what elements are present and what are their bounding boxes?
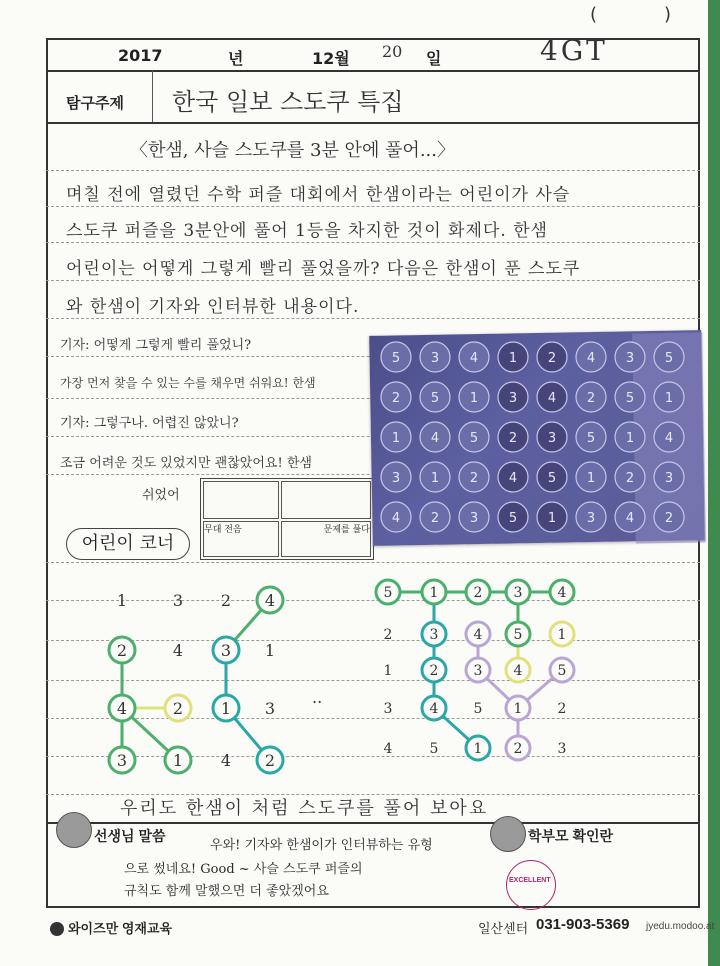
chain-cell-number: 2 (116, 641, 128, 660)
date-month: 12월 (312, 49, 350, 68)
chain-cell-number: 2 (557, 701, 567, 717)
topic-label: 탐구주제 (66, 95, 124, 112)
chain-cell-number: 1 (513, 701, 523, 717)
photo-cell-number: 4 (508, 471, 518, 486)
chain-cell-number: 2 (473, 585, 483, 601)
photo-cell-number: 2 (391, 391, 401, 406)
chain-cell-number: 4 (383, 741, 393, 757)
chain-cell-number: 1 (172, 751, 184, 770)
footer-center: 일산센터 (478, 921, 529, 936)
top-paren-left: ( (590, 4, 598, 25)
chain-cell-number: 5 (473, 701, 483, 717)
chain-cell-number: 5 (429, 741, 439, 757)
photo-cell-number: 2 (508, 431, 518, 446)
comic-panel-text: 문제를 풀다 (323, 525, 370, 535)
photo-cell-number: 4 (430, 431, 440, 446)
photo-cell-number: 4 (469, 351, 479, 366)
photo-cell-number: 3 (547, 431, 557, 446)
chain-cell-number: 3 (429, 627, 439, 643)
chain-cell-number: 2 (429, 663, 439, 679)
chain-cell-number: 3 (383, 701, 393, 717)
photo-cell-number: 3 (625, 351, 635, 366)
photo-cell-number: 1 (469, 391, 479, 406)
photo-cell-number: 2 (664, 511, 674, 526)
article-line: 와 한샘이 기자와 인터뷰한 내용이다. (66, 297, 360, 317)
chain-cell-number: 4 (264, 591, 276, 610)
article-line: 며칠 전에 열렸던 수학 퍼즐 대회에서 한샘이라는 어린이가 사슬 (66, 185, 571, 205)
interview-line: 조금 어려운 것도 있었지만 괜찮았어요! 한샘 (60, 456, 312, 471)
photo-cell-number: 4 (586, 351, 596, 366)
stamp-text: EXCELLENT (509, 877, 551, 884)
chain-cell-number: 3 (473, 663, 483, 679)
chain-cell-number: 3 (116, 751, 128, 770)
article-line: 스도쿠 퍼즐을 3분안에 풀어 1등을 차지한 것이 화제다. 한샘 (66, 221, 548, 241)
photo-cell-number: 1 (586, 471, 596, 486)
photo-cell-number: 3 (664, 471, 674, 486)
chain-cell-number: 2 (220, 591, 232, 610)
chain-cell-number: 4 (429, 701, 439, 717)
interview-line: 가장 먼저 찾을 수 있는 수를 채우면 쉬워요! 한샘 (60, 376, 316, 390)
chain-cell-number: 3 (513, 585, 523, 601)
teacher-label: 선생님 말씀 (94, 828, 166, 844)
photo-cell-number: 1 (664, 391, 674, 406)
photo-cell-number: 2 (547, 351, 557, 366)
interview-line: 기자: 어떻게 그렇게 빨리 풀었니? (60, 338, 252, 353)
date-year: 2017 (118, 46, 163, 65)
photo-cell-number: 1 (625, 431, 635, 446)
chain-cell-number: 2 (172, 699, 184, 718)
chain-cell-number: 5 (513, 627, 523, 643)
chain-cell-number: 4 (116, 699, 128, 718)
chain-cell-number: 4 (557, 585, 567, 601)
photo-cell-number: 5 (547, 471, 557, 486)
closing-line: 우리도 한샘이 처럼 스도쿠를 풀어 보아요 (120, 798, 489, 819)
footer-brand: 와이즈만 영재교육 (68, 921, 173, 936)
chain-cell-number: 3 (557, 741, 567, 757)
chain-cell-number: 2 (513, 741, 523, 757)
chain-cell-number: 3 (172, 591, 184, 610)
chain-cell-number: 2 (383, 627, 393, 643)
photo-cell-number: 3 (430, 351, 440, 366)
chain-cell-number: 3 (220, 641, 232, 660)
left-chain-puzzle (109, 587, 283, 773)
date-day: 20 (382, 42, 403, 61)
right-chain-puzzle (376, 580, 574, 760)
photo-cell-number: 5 (391, 351, 401, 366)
chain-cell-number: 4 (473, 627, 483, 643)
chain-cell-number: 1 (429, 585, 439, 601)
teacher-comment-line: 으로 썼네요! Good ~ 사슬 스도쿠 퍼즐의 (124, 862, 363, 877)
article-line: 어린이는 어떻게 그렇게 빨리 풀었을까? 다음은 한샘이 푼 스도쿠 (66, 259, 581, 279)
photo-cell-number: 2 (586, 391, 596, 406)
photo-cell-number: 3 (586, 511, 596, 526)
photo-cell-number: 3 (391, 471, 401, 486)
photo-cell-number: 5 (508, 511, 518, 526)
kids-corner-label: 어린이 코너 (66, 528, 190, 560)
chain-cell-number: 1 (383, 663, 393, 679)
photo-cell-number: 5 (430, 391, 440, 406)
teacher-comment-line: 규칙도 함께 말했으면 더 좋았겠어요 (124, 884, 329, 899)
chain-cell-number: 2 (264, 751, 276, 770)
chain-cell-number: 1 (220, 699, 232, 718)
chain-cell-number: 5 (383, 585, 393, 601)
photo-cell-number: 4 (391, 511, 401, 526)
date-year-unit: 년 (228, 49, 244, 68)
footer-site: jyedu.modoo.at (646, 921, 715, 932)
comic-panel-text: 무대 전음 (204, 525, 242, 535)
class-code: 4GT (540, 34, 608, 67)
photo-cell-number: 4 (547, 391, 557, 406)
photo-cell-number: 5 (625, 391, 635, 406)
sketch-caption: 쉬었어 (142, 488, 180, 503)
chain-cell-number: 1 (264, 641, 276, 660)
photo-cell-number: 1 (547, 511, 557, 526)
chain-cell-number: 1 (473, 741, 483, 757)
photo-cell-number: 5 (469, 431, 479, 446)
photo-cell-number: 1 (391, 431, 401, 446)
photo-cell-number: 4 (625, 511, 635, 526)
photo-puzzle-grid (381, 342, 684, 532)
topic-title: 한국 일보 스도쿠 특집 (172, 88, 404, 116)
kids-corner-ellipsis: .. (312, 688, 323, 707)
chain-cell-number: 4 (172, 641, 184, 660)
chain-cell-number: 5 (557, 663, 567, 679)
photo-cell-number: 2 (469, 471, 479, 486)
photo-cell-number: 2 (430, 511, 440, 526)
chain-cell-number: 4 (220, 751, 232, 770)
photo-cell-number: 5 (664, 351, 674, 366)
photo-cell-number: 1 (430, 471, 440, 486)
chain-cell-number: 3 (264, 699, 276, 718)
teacher-comment-line: 우와! 기자와 한샘이가 인터뷰하는 유형 (210, 838, 433, 853)
date-day-unit: 일 (426, 49, 442, 68)
interview-line: 기자: 그렇구나. 어렵진 않았니? (60, 416, 239, 431)
footer-phone: 031-903-5369 (536, 916, 630, 933)
chain-cell-number: 1 (557, 627, 567, 643)
top-paren-right: ) (664, 4, 672, 25)
photo-cell-number: 4 (664, 431, 674, 446)
chain-cell-number: 4 (513, 663, 523, 679)
parent-label: 학부모 확인란 (528, 828, 614, 844)
photo-cell-number: 3 (469, 511, 479, 526)
article-headline: 〈한샘, 사슬 스도쿠를 3분 안에 풀어...〉 (130, 140, 455, 161)
photo-cell-number: 1 (508, 351, 518, 366)
chain-cell-number: 1 (116, 591, 128, 610)
photo-cell-number: 3 (508, 391, 518, 406)
photo-cell-number: 5 (586, 431, 596, 446)
photo-cell-number: 2 (625, 471, 635, 486)
